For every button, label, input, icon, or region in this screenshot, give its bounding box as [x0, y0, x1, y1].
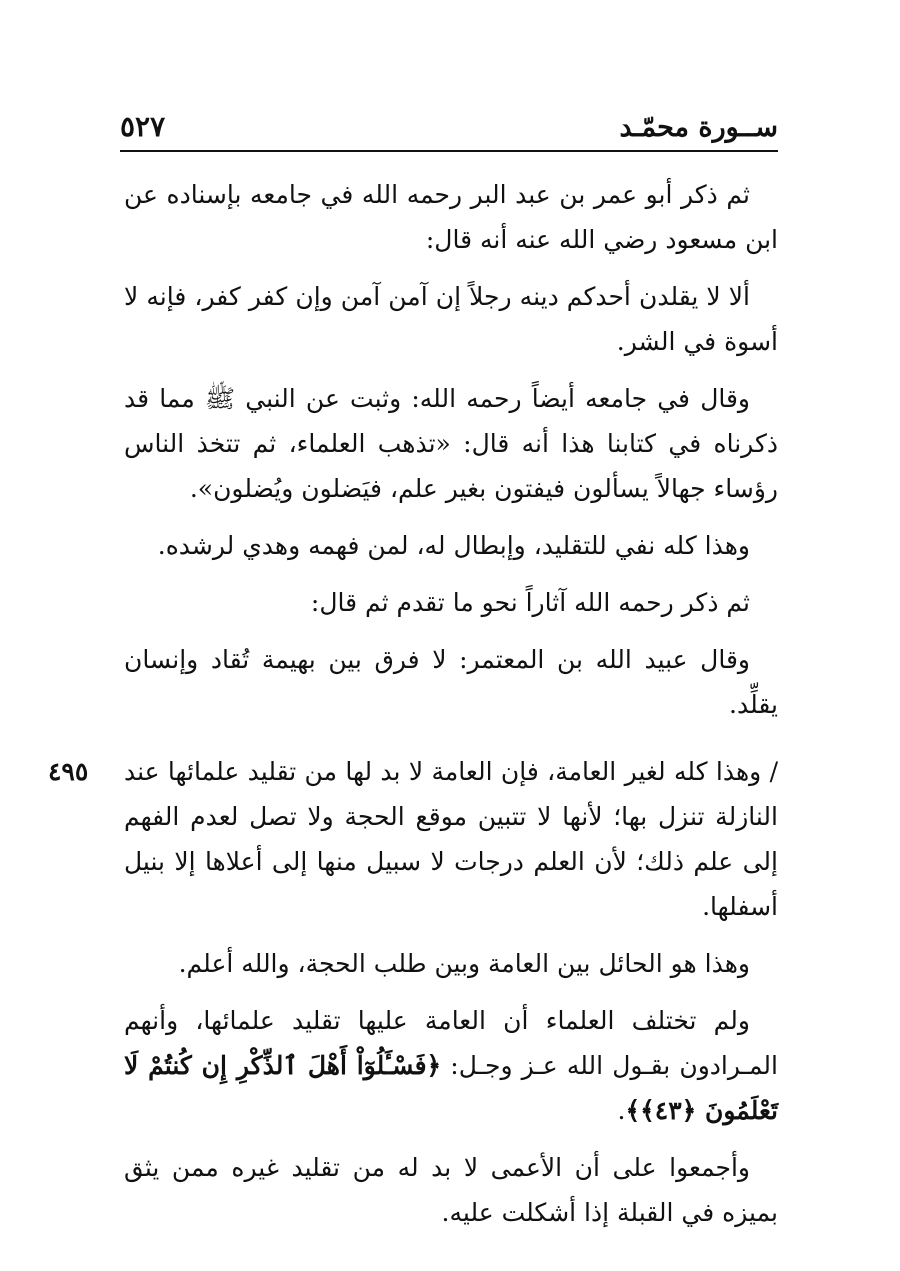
- paragraph-ibn-masud-intro: ثم ذكر أبو عمر بن عبد البر رحمه الله في جامعه بإسناده عن ابن مسعود رضي الله عنه أنه قال:: [124, 180, 778, 254]
- paragraph-blind-qibla: وأجمعوا على أن الأعمى لا بد له من تقليد غيره ممن يثق بميزه في القبلة إذا أشكلت عليه.: [124, 1153, 778, 1227]
- page-body: [48, 172, 778, 1247]
- paragraph-barrier: وهذا هو الحائل بين العامة وبين طلب الحجة، والله أعلم.: [178, 949, 750, 978]
- quran-citation-end: .: [617, 1096, 626, 1125]
- paragraph-commoners-text: / وهذا كله لغير العامة، فإن العامة لا بد لها من تقليد علمائها عند النازلة تنزل بها؛ لأنها لا تتبين موقع الحجة ولا تصل لعدم الفهم إلى علم ذلك؛ لأن العلم درجات لا سبيل منها إلى أعلاها إلا بنيل أسفلها.: [124, 757, 778, 921]
- paragraph-commoners: [48, 749, 778, 929]
- quran-citation-lead: ولم تختلف العلماء أن العامة عليها تقليد علمائها، وأنهم المـرادون بقـول الله عـز وجـل:: [124, 1006, 778, 1080]
- margin-page-reference: ٤٩٥: [48, 757, 89, 786]
- quran-verse: ﴿فَسْـَٔلُوٓاْ أَهْلَ ٱلذِّكْرِ إِن كُنتُمْ لَا تَعْلَمُونَ ﴿٤٣﴾﴾: [124, 1051, 778, 1125]
- paragraph-athar: ثم ذكر رحمه الله آثاراً نحو ما تقدم ثم قال:: [310, 588, 750, 617]
- surah-title: ســورة محمّـد: [619, 112, 778, 143]
- page-header: [120, 108, 778, 152]
- paragraph-quran-citation: [124, 998, 778, 1133]
- page-number: ٥٢٧: [120, 110, 166, 143]
- paragraph-ubaydullah: وقال عبيد الله بن المعتمر: لا فرق بين بهيمة تُقاد وإنسان يقلِّد.: [124, 645, 778, 719]
- paragraph-ibn-masud-quote: ألا لا يقلدن أحدكم دينه رجلاً إن آمن آمن وإن كفر كفر، فإنه لا أسوة في الشر.: [124, 282, 778, 356]
- paragraph-negation-of-taqlid: وهذا كله نفي للتقليد، وإبطال له، لمن فهمه وهدي لرشده.: [157, 531, 750, 560]
- paragraph-hadith: وقال في جامعه أيضاً رحمه الله: وثبت عن النبي ﷺ مما قد ذكرناه في كتابنا هذا أنه قال: «تذهب العلماء، ثم تتخذ الناس رؤساء جهالاً يسألون فيفتون بغير علم، فيَضلون ويُضلون».: [124, 384, 778, 503]
